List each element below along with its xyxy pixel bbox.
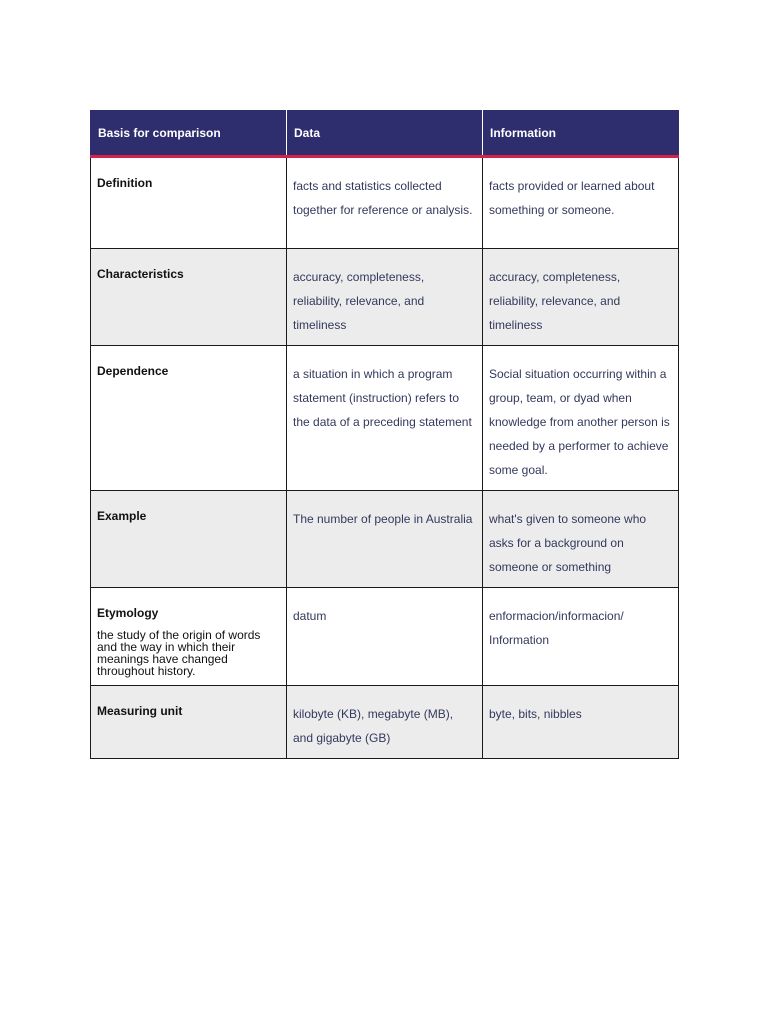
information-cell: byte, bits, nibbles [483, 686, 679, 759]
data-cell: accuracy, completeness, reliability, relevance, and timeliness [287, 249, 483, 346]
information-cell: accuracy, completeness, reliability, relevance, and timeliness [483, 249, 679, 346]
information-cell: enformacion/informacion/ Information [483, 588, 679, 686]
etymology-definition: the study of the origin of words and the way in which their meanings have changed throughout history. [97, 628, 261, 678]
data-cell: datum [287, 588, 483, 686]
data-cell: kilobyte (KB), megabyte (MB), and gigabyte (GB) [287, 686, 483, 759]
table-row [91, 157, 679, 249]
row-label: Characteristics [91, 249, 287, 346]
data-cell: The number of people in Australia [287, 491, 483, 588]
information-cell: Social situation occurring within a group, team, or dyad when knowledge from another person is needed by a performer to achieve some goal. [483, 346, 679, 491]
header-basis-for-comparison: Basis for comparison [91, 110, 287, 157]
data-cell: facts and statistics collected together for reference or analysis. [287, 157, 483, 249]
header-information: Information [483, 110, 679, 157]
row-label-cell [91, 588, 287, 686]
table-row [91, 686, 679, 759]
row-label: Dependence [91, 346, 287, 491]
table-row [91, 491, 679, 588]
information-cell: what's given to someone who asks for a background on someone or something [483, 491, 679, 588]
data-cell: a situation in which a program statement (instruction) refers to the data of a preceding statement [287, 346, 483, 491]
row-label: Measuring unit [91, 686, 287, 759]
information-cell: facts provided or learned about something or someone. [483, 157, 679, 249]
row-label: Example [91, 491, 287, 588]
table-row [91, 588, 679, 686]
row-label: Etymology [97, 606, 159, 620]
table-row [91, 346, 679, 491]
comparison-table [90, 110, 679, 759]
row-label: Definition [91, 157, 287, 249]
table-header-row [91, 110, 679, 157]
table-row [91, 249, 679, 346]
header-data: Data [287, 110, 483, 157]
